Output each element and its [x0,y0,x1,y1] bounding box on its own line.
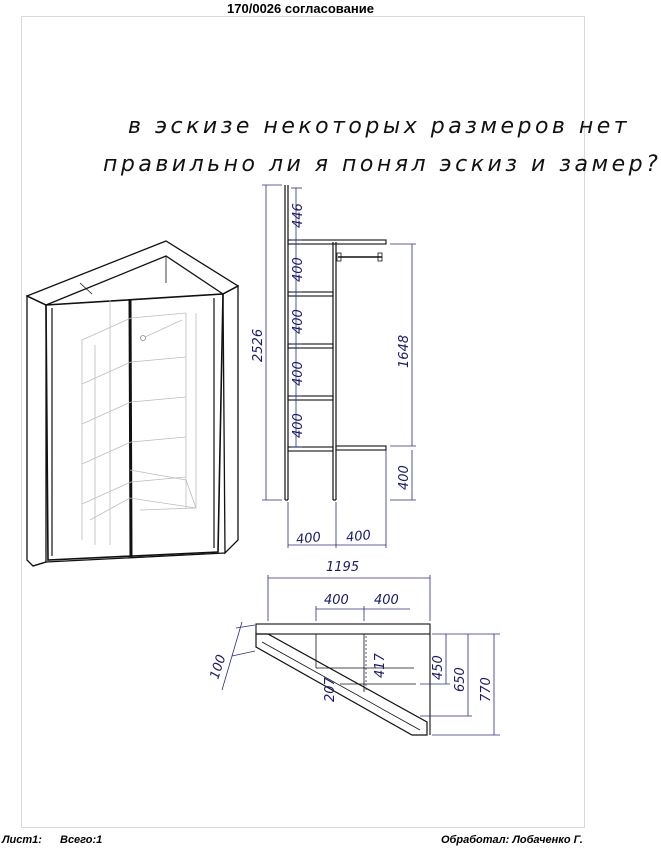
dim-plan-207: 207 [323,677,338,702]
footer-total: Всего:1 [60,834,103,846]
dim-plan-417: 417 [373,653,388,678]
dimension-labels [208,203,494,702]
wardrobe-perspective [27,241,238,566]
dim-plan-450: 450 [431,655,446,680]
dim-plan-total: 1195 [326,560,360,575]
dim-top-446: 446 [291,203,306,228]
footer-sheet: Лист1: [2,834,42,846]
footer-processed: Обработал: Лобаченко Г. [441,834,583,846]
dim-rail-height: 1648 [397,334,412,368]
dim-plan-770: 770 [479,677,494,702]
dim-shelf-3: 400 [291,361,306,386]
dim-plan-angle: 100 [207,652,230,682]
dim-bottom-right: 400 [397,465,412,490]
note-line-1: в эскизе некоторых размеров нет [128,114,631,139]
dim-shelf-2: 400 [291,309,306,334]
page-title: 170/0026 согласование [227,1,374,16]
dim-plan-seg-right: 400 [374,593,399,608]
plan-view [222,575,500,735]
dim-shelf-4: 400 [291,413,306,438]
dim-shelf-1: 400 [291,257,306,282]
dim-width-left: 400 [295,530,322,548]
dim-plan-seg-left: 400 [324,593,349,608]
front-elevation [262,185,416,548]
dim-plan-650: 650 [453,667,468,692]
dim-width-right: 400 [345,528,372,546]
note-line-2: правильно ли я понял эскиз и замер? [103,152,661,177]
dim-total-height: 2526 [251,328,266,362]
